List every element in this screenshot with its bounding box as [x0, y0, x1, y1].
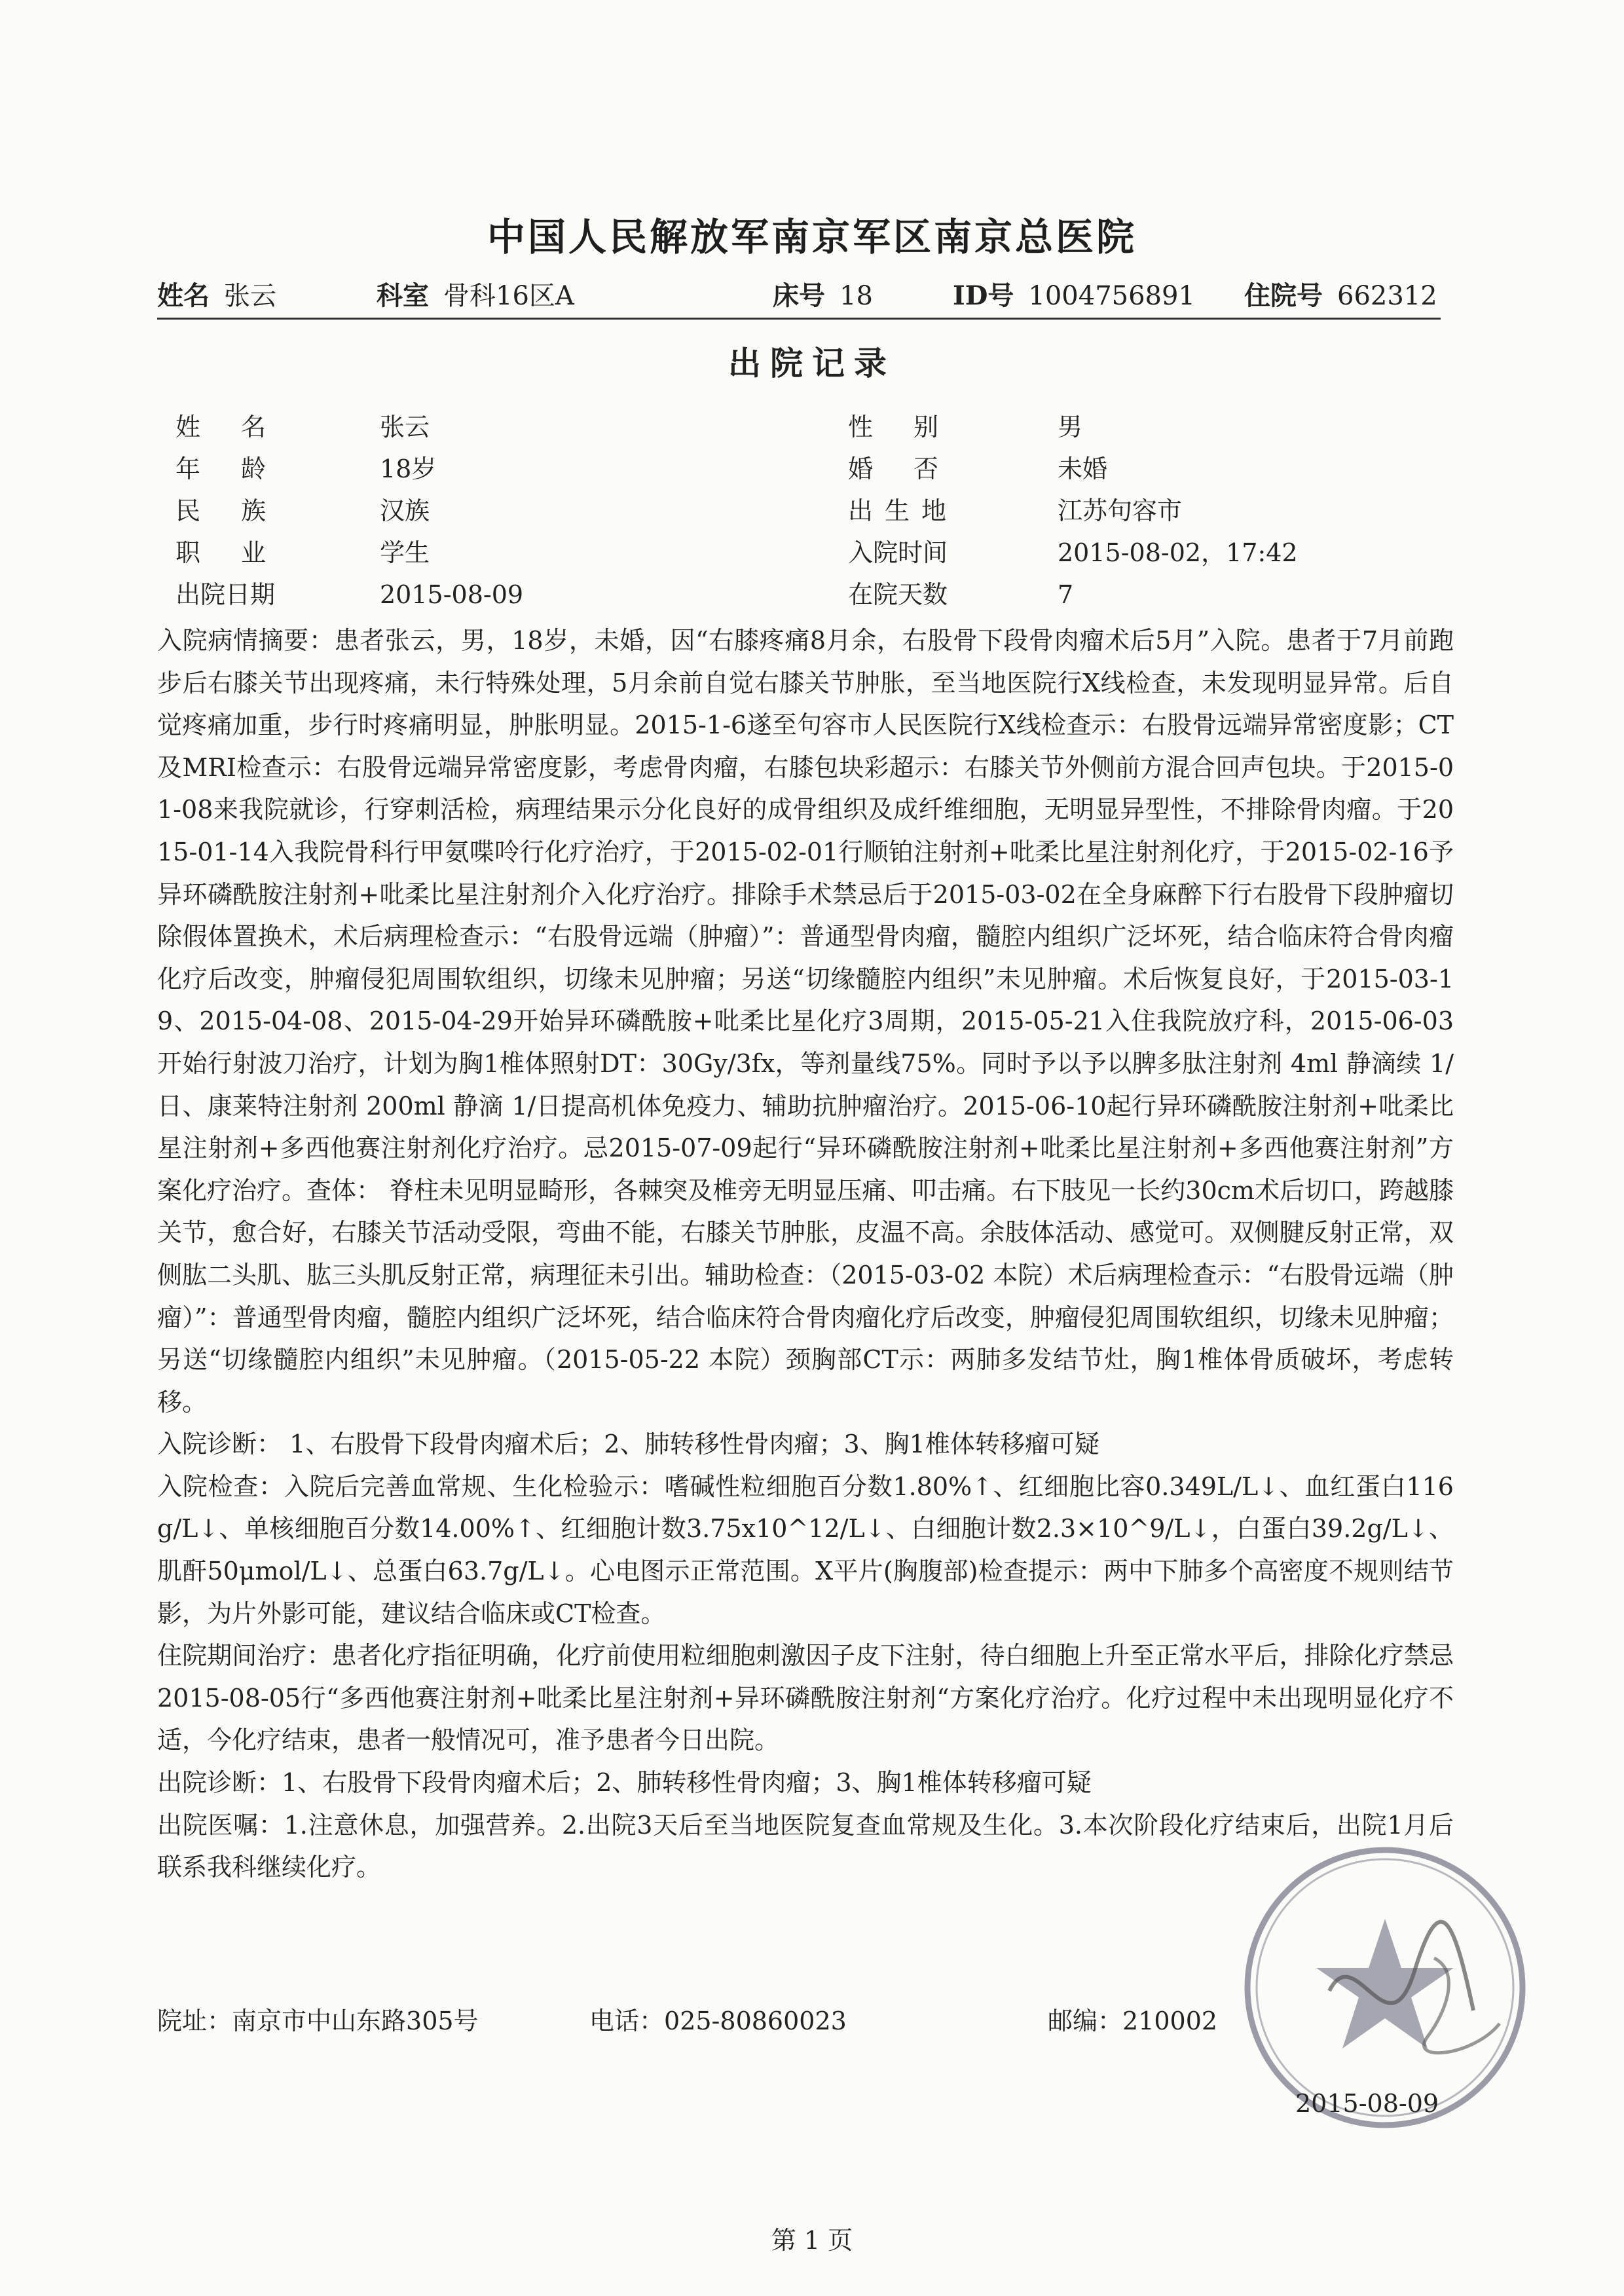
stamp-date: 2015-08-09	[1295, 2089, 1439, 2118]
info-age-label: 年龄	[175, 454, 307, 483]
info-ethnicity-label: 民族	[175, 496, 307, 525]
info-marital-value: 未婚	[1058, 454, 1108, 483]
footer-postcode	[1048, 2001, 1217, 2037]
admission-exam-label: 入院检查：	[157, 1472, 284, 1501]
record-body	[157, 620, 1454, 1889]
admission-diagnosis-text: 1、右股骨下段骨肉瘤术后；2、肺转移性骨肉瘤；3、胸1椎体转移瘤可疑	[289, 1430, 1099, 1459]
header-name	[157, 275, 276, 312]
header-id-value: 1004756891	[1028, 281, 1195, 311]
hospital-treatment-label: 住院期间治疗：	[157, 1641, 332, 1671]
info-sex-label: 性别	[848, 413, 980, 441]
header-bed-value: 18	[840, 281, 873, 311]
discharge-diagnosis-text: 1、右股骨下段骨肉瘤术后；2、肺转移性骨肉瘤；3、胸1椎体转移瘤可疑	[282, 1768, 1092, 1798]
footer-phone-label: 电话：	[589, 2007, 665, 2035]
info-admit-time-value: 2015-08-02，17:42	[1058, 538, 1298, 567]
info-sex-value: 男	[1058, 413, 1083, 441]
admission-diagnosis-label: 入院诊断：	[157, 1430, 282, 1459]
info-admit-time-label: 入院时间	[848, 538, 948, 567]
page-number: 第 1 页	[771, 2226, 853, 2255]
info-occupation-label: 职业	[175, 538, 307, 567]
admission-exam-text: 入院后完善血常规、生化检验示：嗜碱性粒细胞百分数1.80%↑、红细胞比容0.349L/L↓、血红蛋白116g/L↓、单核细胞百分数14.00%↑、红细胞计数3.75x10^12/L↓、白细胞计数2.3×10^9/L↓，白蛋白39.2g/L↓、肌酐50μmol/L↓、总蛋白63.7g/L↓。心电图示正常范围。X平片(胸腹部)检查提示：两中下肺多个高密度不规则结节影，为片外影可能，建议结合临床或CT检查。	[157, 1472, 1454, 1628]
info-age-value: 18岁	[380, 454, 437, 483]
footer-postcode-value: 210002	[1122, 2007, 1218, 2035]
info-occupation-value: 学生	[380, 538, 430, 567]
footer-postcode-label: 邮编：	[1048, 2007, 1123, 2035]
info-birthplace-value: 江苏句容市	[1058, 496, 1183, 525]
header-id-label: ID号	[953, 280, 1014, 311]
header-bed-label: 床号	[773, 280, 825, 311]
header-dept-value: 骨科16区A	[443, 281, 574, 311]
header-name-label: 姓名	[157, 280, 210, 311]
footer-phone	[589, 2001, 847, 2037]
header-name-value: 张云	[224, 281, 276, 311]
info-name-label: 姓名	[175, 413, 307, 441]
header-admission-no-value: 662312	[1337, 281, 1437, 311]
info-days-label: 在院天数	[848, 580, 948, 609]
header-divider	[157, 318, 1441, 320]
info-days-value: 7	[1058, 580, 1074, 609]
info-discharge-date-value: 2015-08-09	[380, 580, 524, 609]
record-title: 出院记录	[728, 344, 896, 382]
admission-summary	[157, 620, 1454, 1423]
admission-diagnosis	[157, 1423, 1454, 1466]
info-birthplace-label: 出生地	[848, 496, 959, 525]
header-admission-no	[1244, 275, 1437, 312]
header-admission-no-label: 住院号	[1244, 280, 1323, 311]
discharge-diagnosis-label: 出院诊断：	[157, 1768, 282, 1798]
hospital-treatment-text: 患者化疗指征明确，化疗前使用粒细胞刺激因子皮下注射，待白细胞上升至正常水平后，排除化疗禁忌2015-08-05行“多西他赛注射剂+吡柔比星注射剂+异环磷酰胺注射剂“方案化疗治疗。化疗过程中未出现明显化疗不适，今化疗结束，患者一般情况可，准予患者今日出院。	[157, 1641, 1454, 1755]
footer-phone-value: 025-80860023	[664, 2007, 847, 2035]
hospital-treatment	[157, 1635, 1454, 1762]
info-marital-label: 婚否	[848, 454, 980, 483]
hospital-name: 中国人民解放军南京军区南京总医院	[487, 215, 1137, 259]
footer-address-value: 南京市中山东路305号	[232, 2007, 479, 2035]
info-discharge-date-label: 出院日期	[175, 580, 276, 609]
discharge-diagnosis	[157, 1762, 1454, 1804]
info-ethnicity-value: 汉族	[380, 496, 430, 525]
footer-address-label: 院址：	[157, 2007, 232, 2035]
admission-exam	[157, 1466, 1454, 1635]
header-dept-label: 科室	[377, 280, 429, 311]
footer-address	[157, 2001, 479, 2037]
header-dept	[377, 275, 574, 312]
info-name-value: 张云	[380, 413, 430, 441]
discharge-advice-label: 出院医嘱：	[157, 1810, 284, 1840]
header-id	[953, 275, 1195, 312]
discharge-advice-text: 1.注意休息，加强营养。2.出院3天后至当地医院复查血常规及生化。3.本次阶段化疗结束后，出院1月后联系我科继续化疗。	[157, 1810, 1454, 1882]
admission-summary-label: 入院病情摘要：	[157, 626, 335, 655]
header-bed	[773, 275, 873, 312]
admission-summary-text: 患者张云，男，18岁，未婚，因“右膝疼痛8月余，右股骨下段骨肉瘤术后5月”入院。患者于7月前跑步后右膝关节出现疼痛，未行特殊处理，5月余前自觉右膝关节肿胀，至当地医院行X线检查，未发现明显异常。后自觉疼痛加重，步行时疼痛明显，肿胀明显。2015-1-6遂至句容市人民医院行X线检查示：右股骨远端异常密度影；CT及MRI检查示：右股骨远端异常密度影，考虑骨肉瘤，右膝包块彩超示：右膝关节外侧前方混合回声包块。于2015-01-08来我院就诊，行穿刺活检，病理结果示分化良好的成骨组织及成纤维细胞，无明显异型性，不排除骨肉瘤。于2015-01-14入我院骨科行甲氨喋呤行化疗治疗，于2015-02-01行顺铂注射剂+吡柔比星注射剂化疗，于2015-02-16予异环磷酰胺注射剂+吡柔比星注射剂介入化疗治疗。排除手术禁忌后于2015-03-02在全身麻醉下行右股骨下段肿瘤切除假体置换术，术后病理检查示：“右股骨远端（肿瘤）”：普通型骨肉瘤，髓腔内组织广泛坏死，结合临床符合骨肉瘤化疗后改变，肿瘤侵犯周围软组织，切缘未见肿瘤；另送“切缘髓腔内组织”未见肿瘤。术后恢复良好，于2015-03-19、2015-04-08、2015-04-29开始异环磷酰胺+吡柔比星化疗3周期，2015-05-21入住我院放疗科，2015-06-03开始行射波刀治疗，计划为胸1椎体照射DT：30Gy/3fx，等剂量线75%。同时予以予以脾多肽注射剂 4ml 静滴续 1/日、康莱特注射剂 200ml 静滴 1/日提高机体免疫力、辅助抗肿瘤治疗。2015-06-10起行异环磷酰胺注射剂+吡柔比星注射剂+多西他赛注射剂化疗治疗。忌2015-07-09起行“异环磷酰胺注射剂+吡柔比星注射剂+多西他赛注射剂”方案化疗治疗。查体： 脊柱未见明显畸形，各棘突及椎旁无明显压痛、叩击痛。右下肢见一长约30cm术后切口，跨越膝关节，愈合好，右膝关节活动受限，弯曲不能，右膝关节肿胀，皮温不高。余肢体活动、感觉可。双侧腱反射正常，双侧肱二头肌、肱三头肌反射正常，病理征未引出。辅助检查：（2015-03-02 本院）术后病理检查示：“右股骨远端（肿瘤）”：普通型骨肉瘤，髓腔内组织广泛坏死，结合临床符合骨肉瘤化疗后改变，肿瘤侵犯周围软组织，切缘未见肿瘤；另送“切缘髓腔内组织”未见肿瘤。（2015-05-22 本院）颈胸部CT示：两肺多发结节灶，胸1椎体骨质破坏，考虑转移。	[157, 626, 1454, 1416]
